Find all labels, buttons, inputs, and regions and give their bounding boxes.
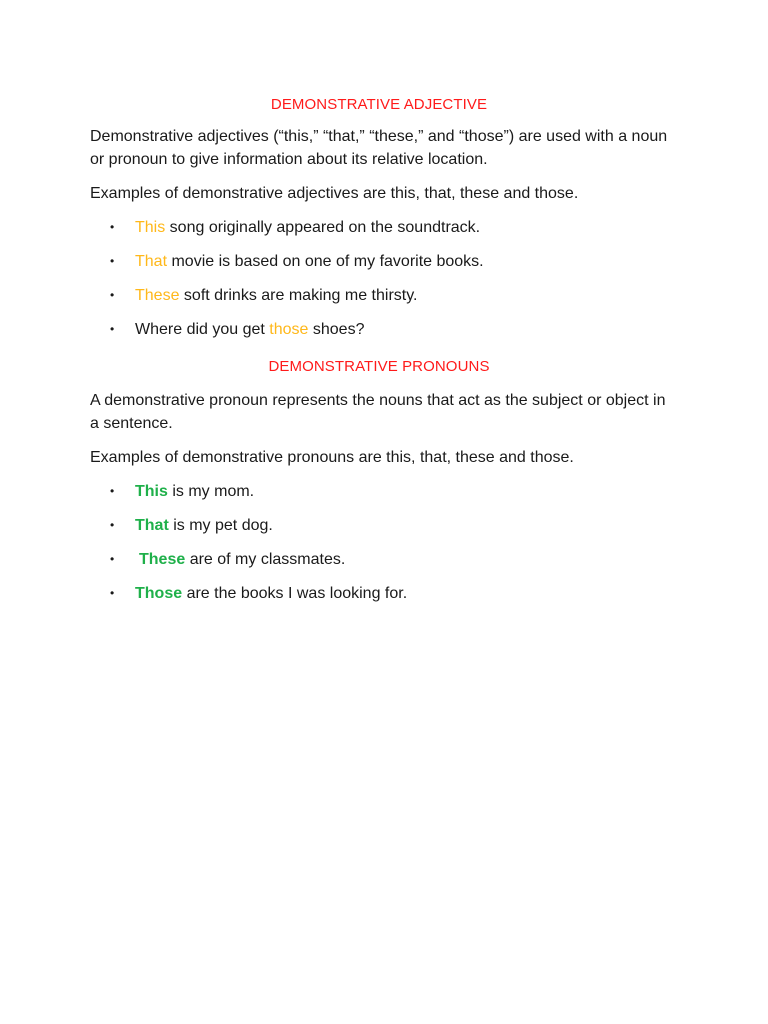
pronoun-definition: A demonstrative pronoun represents the nouns that act as the subject or object in a sentence. [90,392,666,432]
list-item [110,548,668,571]
list-item [110,514,668,537]
pronoun-heading: DEMONSTRATIVE PRONOUNS [268,358,490,375]
highlighted-word: Those [135,585,183,602]
list-item [110,216,668,239]
example-text-after: song originally appeared on the soundtrack. [165,219,481,236]
bullet-icon: • [110,288,115,302]
highlighted-word: This [135,483,168,500]
bullet-icon: • [110,518,115,532]
example-text-after: is my mom. [167,483,255,500]
bullet-icon: • [110,220,115,234]
adjective-heading: DEMONSTRATIVE ADJECTIVE [270,96,488,113]
example-text-after: soft drinks are making me thirsty. [179,287,418,304]
adjective-examples-list [90,216,668,341]
bullet-icon: • [110,484,115,498]
highlighted-word: This [135,219,166,236]
highlighted-word: These [139,551,186,568]
adjective-definition: Demonstrative adjectives (“this,” “that,” “these,” and “those”) are used with a noun or pronoun to give information about its relative location. [90,128,668,168]
list-item [110,582,668,605]
bullet-icon: • [110,586,115,600]
highlighted-word: These [135,287,180,304]
highlighted-word: That [135,253,168,270]
example-text-after: is my pet dog. [168,517,273,534]
list-item [110,284,668,307]
bullet-icon: • [110,322,115,336]
bullet-icon: • [110,552,115,566]
list-item [110,250,668,273]
pronoun-examples-intro: Examples of demonstrative pronouns are this, that, these and those. [90,449,574,466]
example-text-before: Where did you get [135,321,270,338]
example-text-after: are the books I was looking for. [182,585,408,602]
adjective-examples-intro: Examples of demonstrative adjectives are this, that, these and those. [90,185,579,202]
example-text-after: are of my classmates. [185,551,346,568]
bullet-icon: • [110,254,115,268]
list-item [110,318,668,341]
example-text-after: movie is based on one of my favorite books. [167,253,484,270]
example-text-after: shoes? [308,321,365,338]
list-item [110,480,668,503]
highlighted-word: those [269,321,309,338]
highlighted-word: That [135,517,169,534]
pronoun-examples-list [90,480,668,605]
